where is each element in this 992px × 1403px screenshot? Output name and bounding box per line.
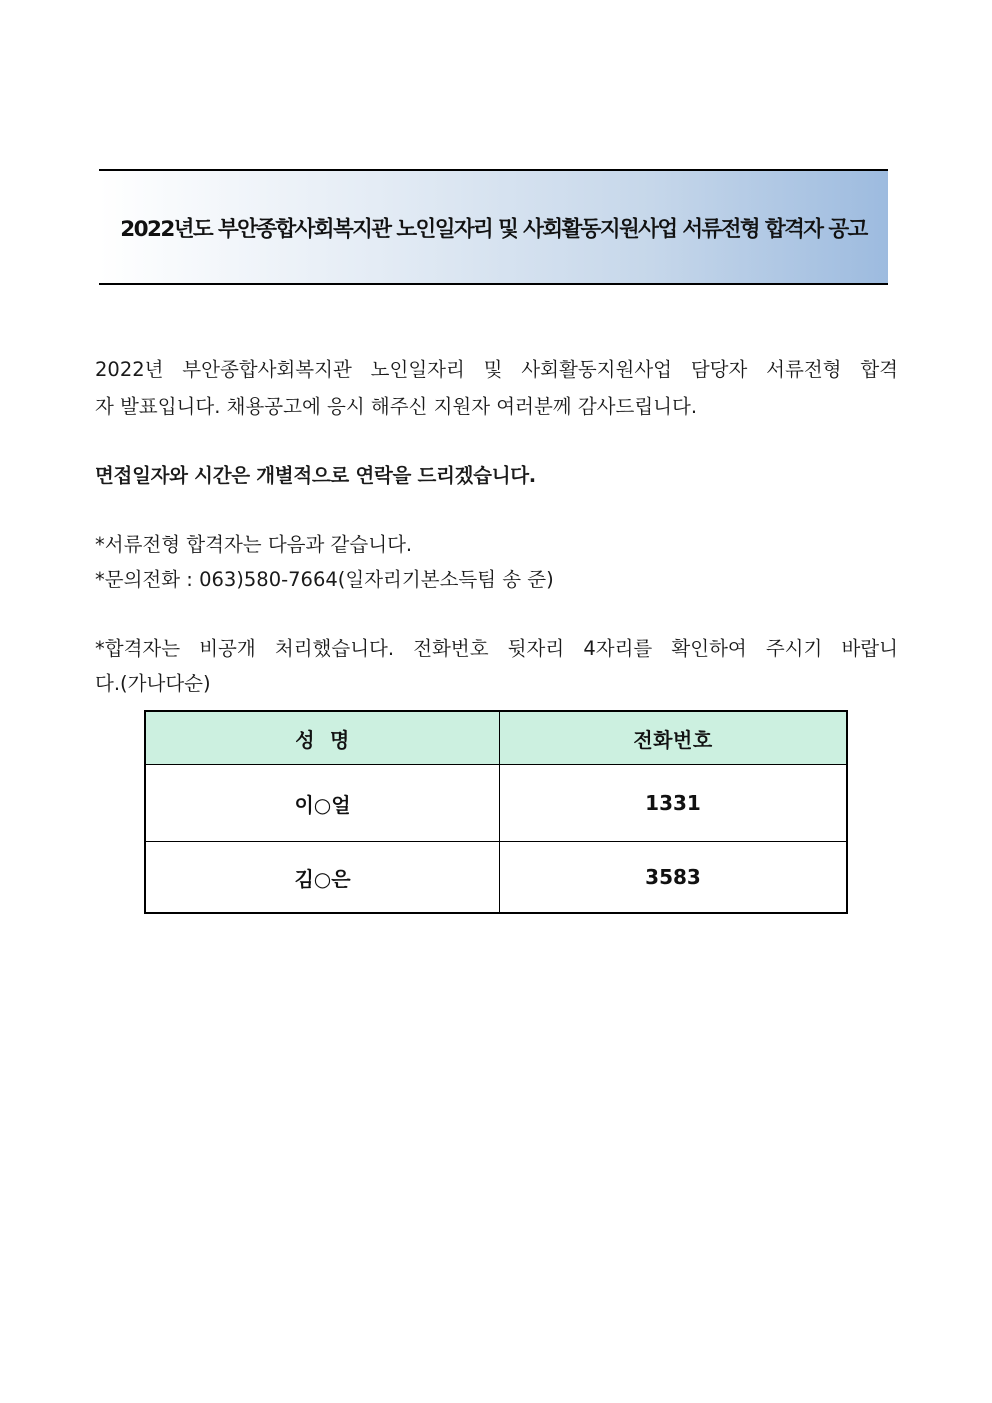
intro-line-2: 자 발표입니다. 채용공고에 응시 해주신 지원자 여러분께 감사드립니다. bbox=[95, 395, 698, 418]
document-title: 2022년도 부안종합사회복지관 노인일자리 및 사회활동지원사업 서류전형 합격자 공고 bbox=[120, 216, 867, 242]
title-banner bbox=[99, 169, 888, 285]
privacy-note bbox=[95, 631, 898, 666]
passers-note: *서류전형 합격자는 다음과 같습니다. bbox=[95, 533, 413, 556]
passers-table bbox=[144, 710, 848, 914]
table-header-row bbox=[145, 711, 847, 765]
interview-note: 면접일자와 시간은 개별적으로 연락을 드리겠습니다. bbox=[95, 464, 536, 487]
contact-note: *문의전화 : 063)580-7664(일자리기본소득팀 송 준) bbox=[95, 568, 554, 591]
privacy-line-1: *합격자는 비공개 처리했습니다. 전화번호 뒷자리 4자리를 확인하여 주시기 바랍니 bbox=[95, 637, 898, 660]
cell-phone: 1331 bbox=[500, 765, 848, 842]
intro-paragraph bbox=[95, 352, 898, 387]
cell-phone: 3583 bbox=[500, 842, 848, 914]
cell-name: 김○은 bbox=[145, 842, 500, 914]
cell-name: 이○얼 bbox=[145, 765, 500, 842]
header-phone: 전화번호 bbox=[500, 711, 848, 765]
table-row bbox=[145, 842, 847, 914]
privacy-line-2: 다.(가나다순) bbox=[95, 672, 211, 695]
table-row bbox=[145, 765, 847, 842]
intro-paragraph-cont bbox=[95, 389, 898, 424]
intro-line-1: 2022년 부안종합사회복지관 노인일자리 및 사회활동지원사업 담당자 서류전형 합격 bbox=[95, 358, 898, 381]
privacy-note-cont bbox=[95, 666, 898, 701]
header-name: 성 명 bbox=[145, 711, 500, 765]
